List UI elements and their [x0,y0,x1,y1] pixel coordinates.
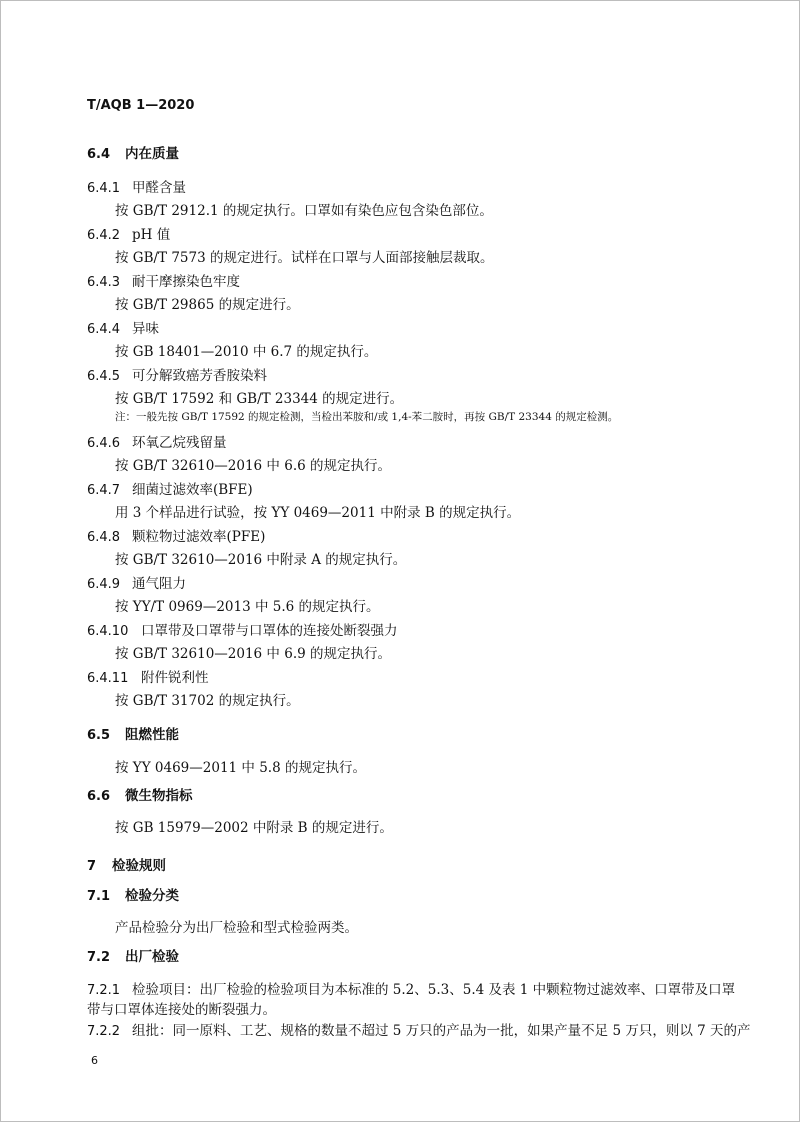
section-7-1-text: 产品检验分为出厂检验和型式检验两类。 [115,920,358,936]
section-title: pH 值 [132,227,171,243]
section-6-4-6-heading [87,434,227,453]
section-number: 6.4.1 [87,181,121,196]
section-6-4-7-text: 用 3 个样品进行试验，按 YY 0469—2011 中附录 B 的规定执行。 [115,505,521,521]
section-number: 6.4 [87,147,111,162]
section-title: 检验分类 [125,888,179,904]
section-title: 耐干摩擦染色牢度 [132,274,240,290]
section-6-4-8-heading [87,528,265,547]
document-code-header: T/AQB 1—2020 [87,98,195,113]
section-title: 甲醛含量 [132,180,186,196]
section-number: 6.4.10 [87,624,129,639]
section-title: 环氧乙烷残留量 [132,435,227,451]
section-title: 微生物指标 [125,788,193,804]
section-text: 检验项目：出厂检验的检验项目为本标准的 5.2、5.3、5.4 及表 1 中颗粒物过滤效率、口罩带及口罩 [132,982,736,998]
section-6-5-text: 按 YY 0469—2011 中 5.8 的规定执行。 [115,760,366,776]
section-6-4-9-text: 按 YY/T 0969—2013 中 5.6 的规定执行。 [115,599,380,615]
section-7-2-heading [87,948,179,967]
section-number: 6.4.11 [87,671,129,686]
section-6-4-5-heading [87,367,267,386]
section-6-4-heading [87,145,179,164]
section-7-1-heading [87,887,179,906]
section-6-4-6-text: 按 GB/T 32610—2016 中 6.6 的规定执行。 [115,458,391,474]
chapter-number: 7 [87,859,97,874]
section-6-4-11-heading [87,669,209,688]
section-number: 6.4.6 [87,436,121,451]
section-title: 通气阻力 [132,576,186,592]
section-7-2-2-line-1 [87,1022,751,1041]
section-title: 阻燃性能 [125,727,179,743]
chapter-7-heading [87,857,166,876]
chapter-title: 检验规则 [112,858,166,874]
section-6-4-10-heading [87,622,398,641]
section-6-4-4-heading [87,320,159,339]
section-6-4-2-text: 按 GB/T 7573 的规定进行。试样在口罩与人面部接触层裁取。 [115,250,494,266]
section-6-4-1-text: 按 GB/T 2912.1 的规定执行。口罩如有染色应包含染色部位。 [115,203,493,219]
section-6-5-heading [87,726,179,745]
section-number: 6.4.2 [87,228,121,243]
section-number: 7.2.1 [87,983,121,998]
section-7-2-1-line-1 [87,981,735,1000]
page-number: 6 [91,1054,98,1067]
section-title: 异味 [132,321,159,337]
section-text: 组批：同一原料、工艺、规格的数量不超过 5 万只的产品为一批，如果产量不足 5 万只，则以 7 天的产 [132,1023,751,1039]
section-6-6-text: 按 GB 15979—2002 中附录 B 的规定进行。 [115,820,393,836]
section-title: 内在质量 [125,146,179,162]
section-number: 6.4.5 [87,369,121,384]
section-title: 可分解致癌芳香胺染料 [132,368,267,384]
section-6-4-4-text: 按 GB 18401—2010 中 6.7 的规定执行。 [115,344,378,360]
section-6-4-3-text: 按 GB/T 29865 的规定进行。 [115,297,300,313]
section-number: 6.4.8 [87,530,121,545]
section-6-4-8-text: 按 GB/T 32610—2016 中附录 A 的规定执行。 [115,552,407,568]
section-number: 6.5 [87,728,111,743]
section-title: 颗粒物过滤效率(PFE) [132,529,266,545]
section-6-4-2-heading [87,226,170,245]
section-number: 6.4.7 [87,483,121,498]
section-6-4-7-heading [87,481,253,500]
section-6-6-heading [87,787,193,806]
section-title: 附件锐利性 [141,670,209,686]
section-6-4-5-note: 注：一般先按 GB/T 17592 的规定检测，当检出苯胺和/或 1,4-苯二胺时，再按 GB/T 23344 的规定检测。 [115,411,619,423]
section-number: 7.1 [87,889,111,904]
section-number: 6.4.4 [87,322,121,337]
section-number: 6.4.3 [87,275,121,290]
section-6-4-11-text: 按 GB/T 31702 的规定执行。 [115,693,300,709]
section-6-4-3-heading [87,273,240,292]
section-7-2-1-line-2: 带与口罩体连接处的断裂强力。 [87,1002,276,1018]
section-title: 细菌过滤效率(BFE) [132,482,253,498]
section-number: 7.2.2 [87,1024,121,1039]
section-6-4-10-text: 按 GB/T 32610—2016 中 6.9 的规定执行。 [115,646,391,662]
section-title: 出厂检验 [125,949,179,965]
section-number: 6.4.9 [87,577,121,592]
section-6-4-9-heading [87,575,186,594]
section-title: 口罩带及口罩带与口罩体的连接处断裂强力 [141,623,398,639]
section-6-4-1-heading [87,179,186,198]
section-6-4-5-text: 按 GB/T 17592 和 GB/T 23344 的规定进行。 [115,391,404,407]
section-number: 7.2 [87,950,111,965]
section-number: 6.6 [87,789,111,804]
